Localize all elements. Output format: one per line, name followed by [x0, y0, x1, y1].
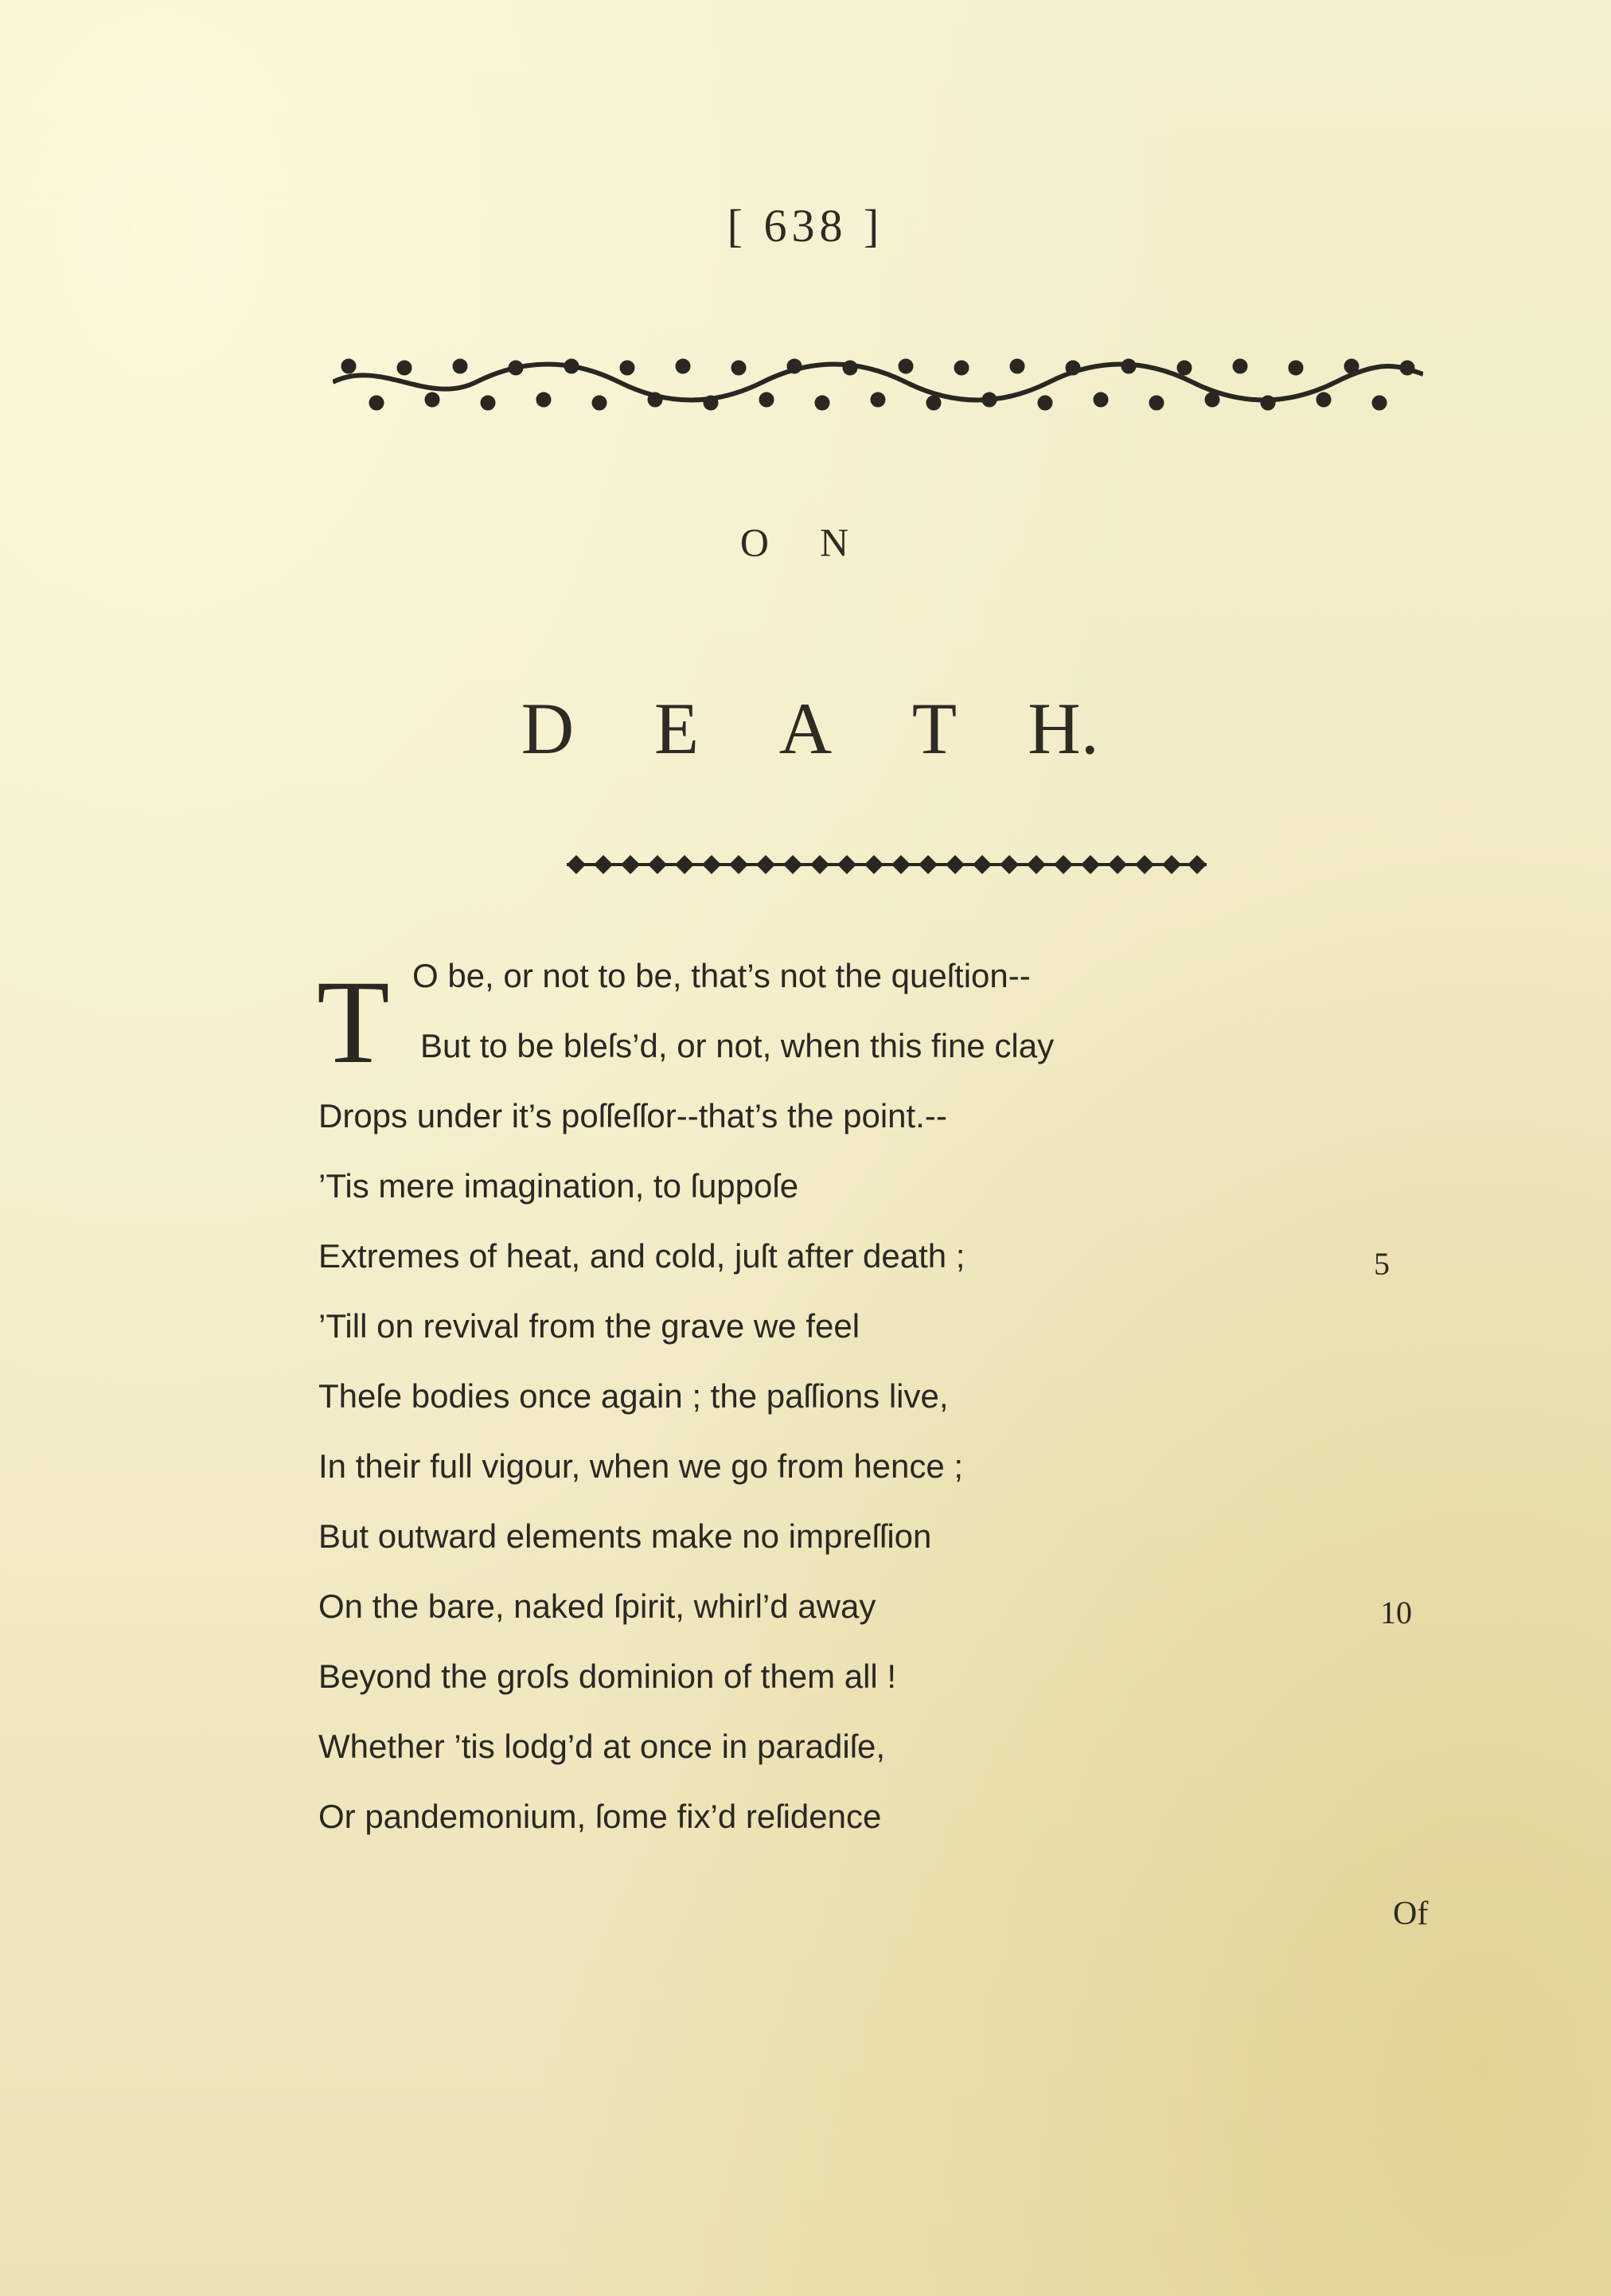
catchword: Of: [1393, 1896, 1429, 1932]
title-letter: T: [911, 688, 958, 769]
poem-line: Or pandemonium, ſome fix’d reſidence: [318, 1798, 882, 1835]
vine-ornament-icon: [333, 350, 1423, 416]
line-number: 10: [1380, 1595, 1412, 1630]
ornamental-rule-icon: [567, 853, 1207, 876]
title-letter: A: [778, 688, 833, 769]
poem-line: Drops under it’s poſſeſſor--that’s the point.--: [318, 1097, 947, 1134]
title-letter: D: [521, 688, 575, 769]
poem-line: O be, or not to be, that’s not the queſtion--: [412, 957, 1031, 994]
poem-line: Beyond the groſs dominion of them all !: [318, 1658, 897, 1695]
poem-line: Extremes of heat, and cold, juſt after death ;: [318, 1237, 965, 1275]
poem-line: On the bare, naked ſpirit, whirl’d away: [318, 1587, 876, 1625]
poem-line: But outward elements make no impreſſion: [318, 1517, 932, 1555]
poem-line: ’Tis mere imagination, to ſuppoſe: [318, 1167, 799, 1205]
line-number: 5: [1374, 1246, 1390, 1282]
poem-line: In their full vigour, when we go from hence ;: [318, 1447, 964, 1485]
title-letter: H.: [1028, 688, 1099, 769]
poem-line: But to be bleſs’d, or not, when this fine clay: [420, 1027, 1055, 1064]
poem-line: Theſe bodies once again ; the paſſions live,: [318, 1377, 949, 1415]
title-letter: E: [653, 688, 700, 769]
poem-line: ’Till on revival from the grave we feel: [318, 1307, 860, 1345]
title-death: [0, 686, 1611, 771]
title-on: ON: [739, 520, 900, 564]
page-number: [ 638 ]: [727, 200, 884, 252]
drop-cap: T: [317, 956, 390, 1088]
poem-line: Whether ’tis lodg’d at once in paradiſe,: [318, 1728, 886, 1765]
